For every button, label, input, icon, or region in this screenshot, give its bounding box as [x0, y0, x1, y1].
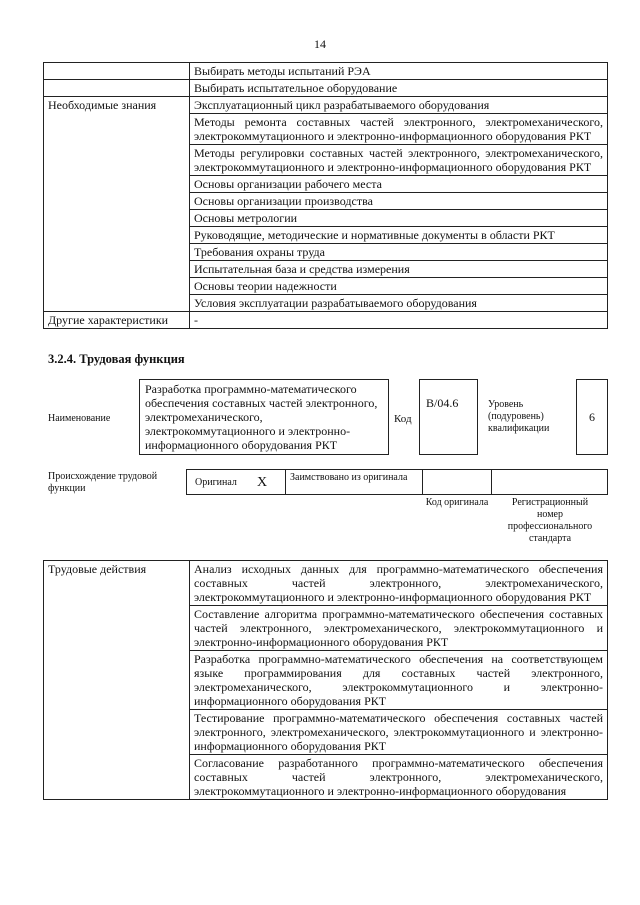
action-cell: Разработка программно-математического обеспечения на соответствующем языке программирования для составных частей электронного, электромеханического, электрокоммутационного и электронно-информационного оборудования РКТ	[190, 651, 608, 710]
knowledge-cell: Основы организации производства	[190, 193, 608, 210]
code-caption: Код оригинала	[425, 497, 489, 508]
origin-code-cell	[422, 469, 492, 495]
name-label: Наименование	[48, 413, 111, 424]
knowledge-cell: Основы организации рабочего места	[190, 176, 608, 193]
actions-table	[43, 560, 608, 800]
other-value: -	[190, 312, 608, 329]
table-row	[44, 312, 608, 329]
table-row	[44, 97, 608, 114]
knowledge-cell: Испытательная база и средства измерения	[190, 261, 608, 278]
other-label: Другие характеристики	[44, 312, 190, 329]
action-cell: Анализ исходных данных для программно-математического обеспечения составных частей электронного, электромеханического, электрокоммутационного и электронно-информационного оборудования РКТ	[190, 561, 608, 606]
section-title: 3.2.4. Трудовая функция	[48, 352, 185, 366]
reg-number-cell	[491, 469, 608, 495]
original-cell	[186, 469, 286, 495]
knowledge-table	[43, 62, 608, 329]
knowledge-cell: Требования охраны труда	[190, 244, 608, 261]
knowledge-cell: Основы метрологии	[190, 210, 608, 227]
level-label: Уровень (подуровень) квалификации	[488, 399, 550, 434]
page-number: 14	[314, 37, 326, 51]
original-label: Оригинал	[195, 477, 237, 488]
borrowed-label: Заимствовано из оригинала	[285, 469, 423, 495]
knowledge-cell: Руководящие, методические и нормативные документы в области РКТ	[190, 227, 608, 244]
origin-row	[186, 469, 608, 495]
code-label: Код	[394, 413, 412, 425]
action-cell: Тестирование программно-математического обеспечения составных частей электронного, электромеханического, электрокоммутационного и электронно-информационного оборудования РКТ	[190, 710, 608, 755]
function-code: В/04.6	[419, 379, 478, 455]
table-row	[44, 63, 608, 80]
action-cell: Составление алгоритма программно-математического обеспечения составных частей электронного, электромеханического, электрокоммутационного и электронно-информационного оборудования РКТ	[190, 606, 608, 651]
knowledge-cell: Эксплуатационный цикл разрабатываемого оборудования	[190, 97, 608, 114]
knowledge-label: Необходимые знания	[44, 97, 190, 312]
actions-label: Трудовые действия	[44, 561, 190, 800]
level-value: 6	[576, 379, 608, 455]
knowledge-cell: Методы ремонта составных частей электронного, электромеханического, электрокоммутационного и электронно-информационного оборудования РКТ	[190, 114, 608, 145]
original-mark: X	[257, 475, 268, 490]
skill-cell: Выбирать испытательное оборудование	[190, 80, 608, 97]
function-name: Разработка программно-математического обеспечения составных частей электронного, электромеханического, электрокоммутационного и электронно-информационного оборудования РКТ	[139, 379, 389, 455]
knowledge-cell: Условия эксплуатации разрабатываемого оборудования	[190, 295, 608, 312]
skill-cell: Выбирать методы испытаний РЭА	[190, 63, 608, 80]
action-cell: Согласование разработанного программно-математического обеспечения составных частей электронного, электромеханического, электрокоммутационного и электронно-информационного оборудования	[190, 755, 608, 800]
knowledge-cell: Основы теории надежности	[190, 278, 608, 295]
knowledge-cell: Методы регулировки составных частей электронного, электромеханического, электрокоммутационного и электронно-информационного оборудования РКТ	[190, 145, 608, 176]
reg-caption: Регистрационный номер профессионального стандарта	[507, 497, 593, 544]
table-row	[44, 80, 608, 97]
table-row	[44, 561, 608, 606]
origin-label: Происхождение трудовой функции	[48, 471, 158, 494]
